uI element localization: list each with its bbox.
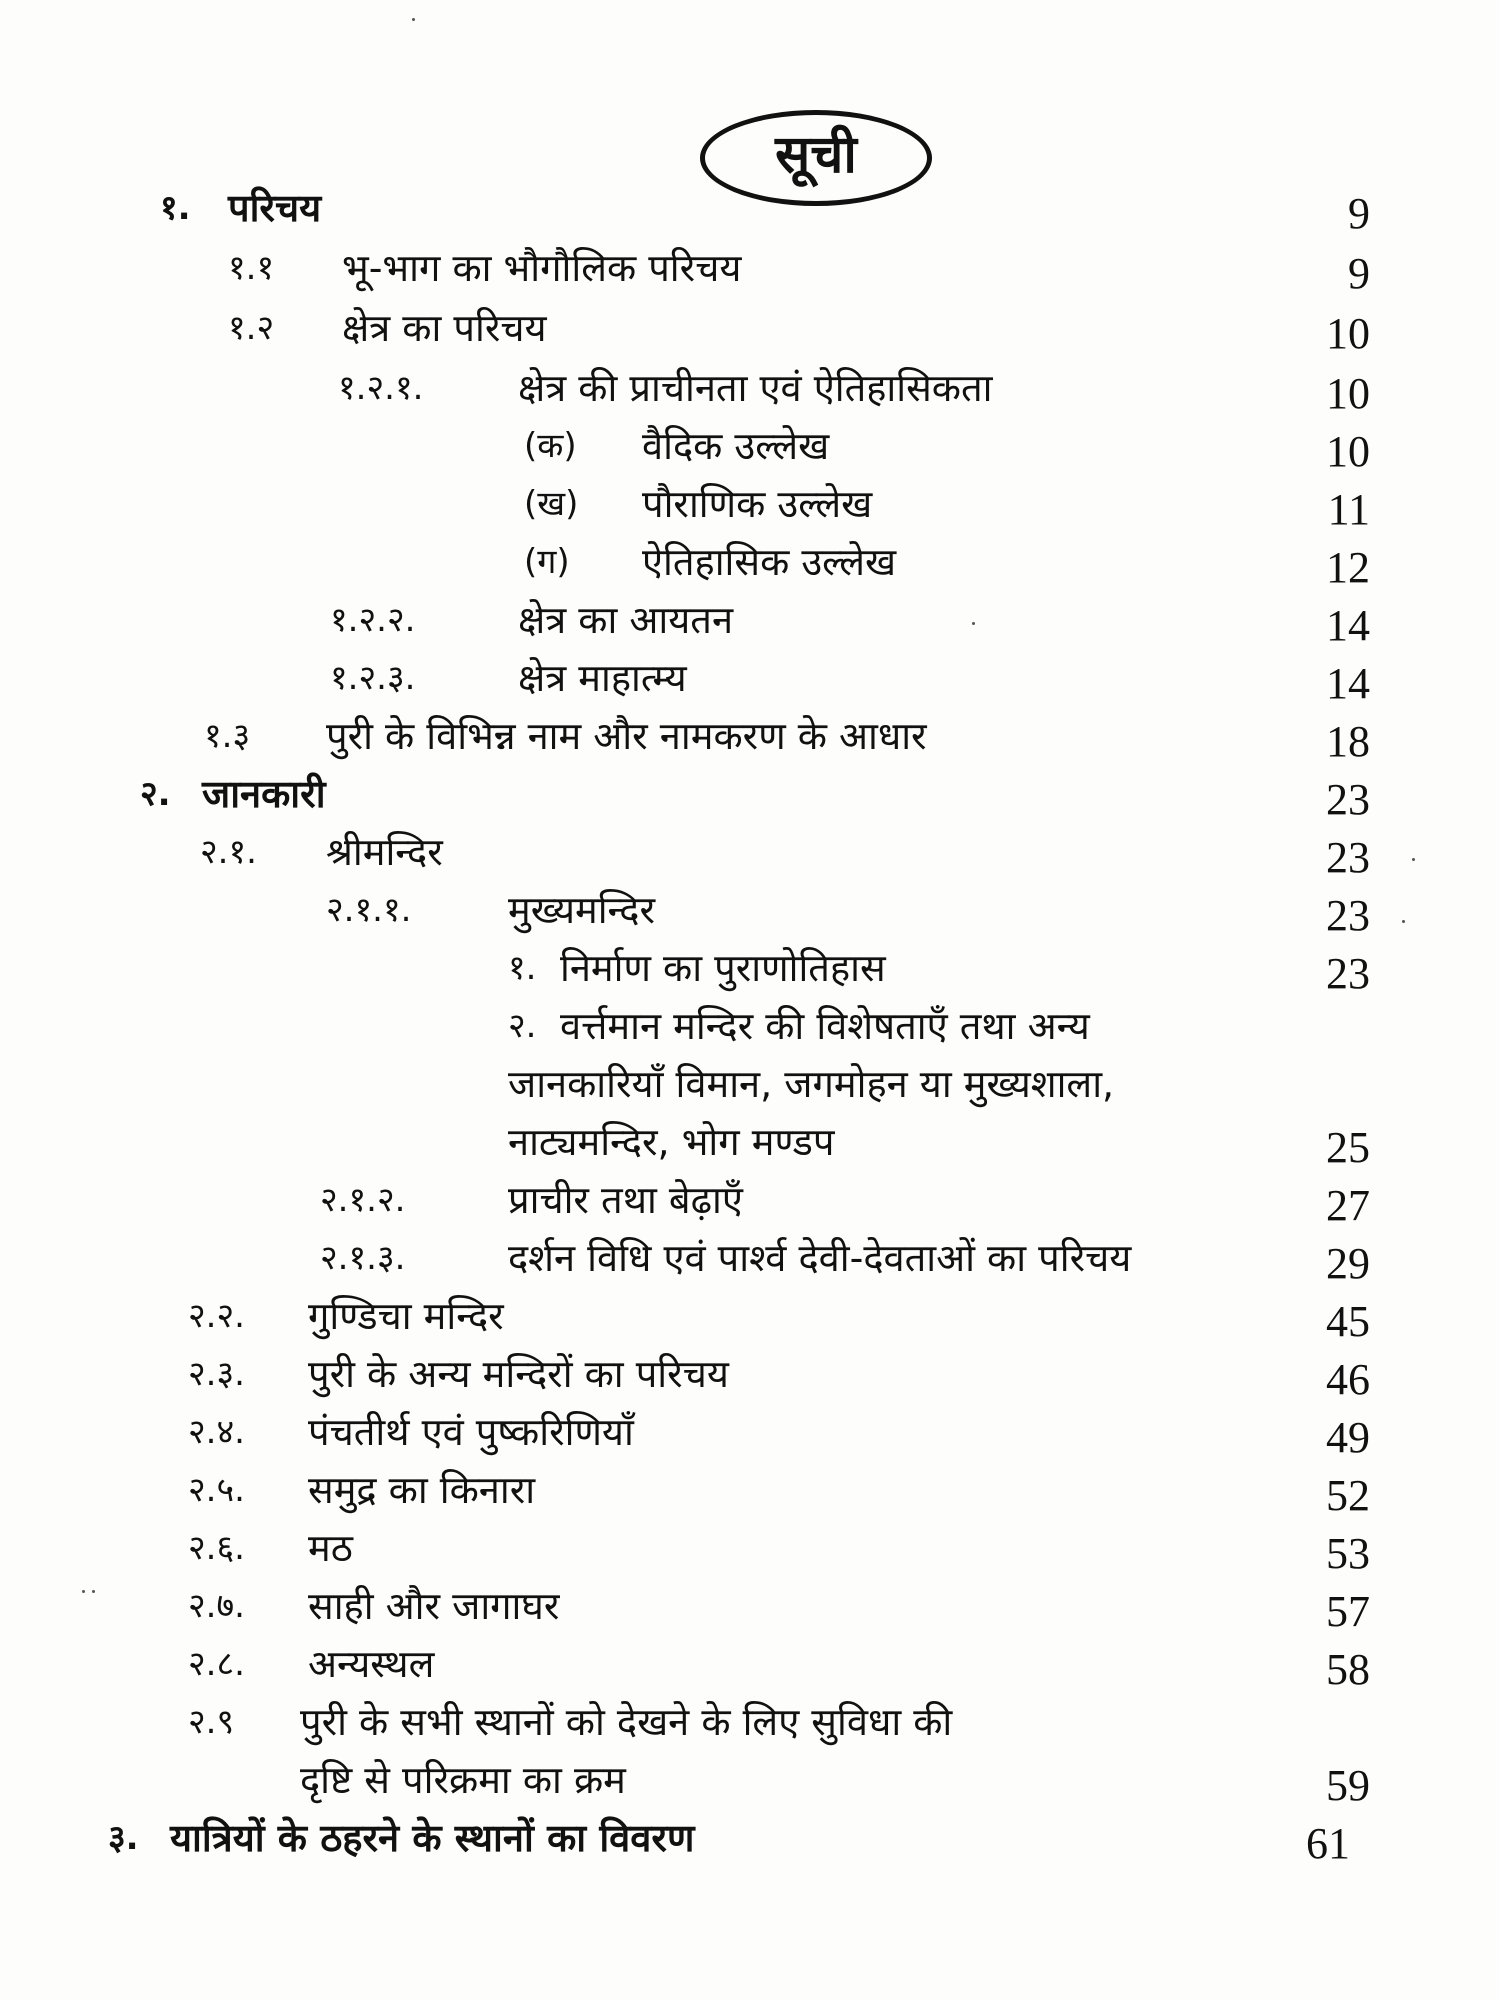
toc-entry xyxy=(0,1576,1500,1636)
entry-number: (क) xyxy=(524,426,577,466)
entry-title: मठ xyxy=(308,1526,353,1570)
entry-number: १.२.२. xyxy=(330,600,416,640)
entry-title: भू-भाग का भौगौलिक परिचय xyxy=(342,246,742,290)
entry-page: 25 xyxy=(1326,1123,1370,1172)
entry-number: १.२.३. xyxy=(330,658,416,698)
entry-page: 9 xyxy=(1348,249,1370,298)
toc-entry xyxy=(0,416,1500,476)
entry-number: १.३ xyxy=(204,716,251,756)
entry-number: १.१ xyxy=(228,248,275,288)
entry-number: २.१. xyxy=(200,832,257,872)
toc-entry xyxy=(0,358,1500,418)
entry-number: २.६. xyxy=(188,1528,245,1568)
entry-title: यात्रियों के ठहरने के स्थानों का विवरण xyxy=(170,1816,695,1860)
entry-title: श्रीमन्दिर xyxy=(326,830,443,874)
entry-page: 58 xyxy=(1326,1645,1370,1694)
entry-title: पंचतीर्थ एवं पुष्करिणियाँ xyxy=(308,1410,634,1454)
entry-number: २.४. xyxy=(188,1412,245,1452)
entry-number: २.९ xyxy=(188,1702,235,1742)
entry-title: वर्त्तमान मन्दिर की विशेषताएँ तथा अन्य xyxy=(560,1004,1090,1048)
toc-entry xyxy=(0,1808,1500,1868)
entry-number: २.३. xyxy=(188,1354,245,1394)
page-title: सूची xyxy=(775,125,857,185)
entry-page: 10 xyxy=(1326,369,1370,418)
toc-entry xyxy=(0,1170,1500,1230)
entry-number: २.१.३. xyxy=(320,1238,406,1278)
toc-entry xyxy=(0,590,1500,650)
entry-number: १.२ xyxy=(228,308,275,348)
entry-page: 23 xyxy=(1326,833,1370,882)
entry-number: २.२. xyxy=(188,1296,245,1336)
entry-number: २.५. xyxy=(188,1470,245,1510)
entry-page: 49 xyxy=(1326,1413,1370,1462)
entry-title: जानकारी xyxy=(202,772,326,816)
scan-speck xyxy=(1412,858,1415,861)
entry-number: २. xyxy=(140,774,171,814)
entry-title-continued: नाट्यमन्दिर, भोग मण्डप xyxy=(508,1120,835,1164)
entry-page: 27 xyxy=(1326,1181,1370,1230)
entry-number: (ख) xyxy=(524,484,579,524)
entry-number: २.८. xyxy=(188,1644,245,1684)
entry-title: गुण्डिचा मन्दिर xyxy=(308,1294,504,1338)
toc-entry xyxy=(0,238,1500,298)
toc-entry xyxy=(0,938,1500,998)
toc-entry-continuation xyxy=(0,1054,1500,1114)
entry-number: १. xyxy=(508,948,537,988)
entry-page: 53 xyxy=(1326,1529,1370,1578)
toc-entry xyxy=(0,1518,1500,1578)
toc-entry xyxy=(0,532,1500,592)
entry-title: समुद्र का किनारा xyxy=(308,1468,536,1512)
entry-page: 57 xyxy=(1326,1587,1370,1636)
entry-title: अन्यस्थल xyxy=(308,1642,435,1686)
entry-title: पौराणिक उल्लेख xyxy=(642,482,873,526)
entry-number: २.१.१. xyxy=(326,890,412,930)
entry-page: 14 xyxy=(1326,659,1370,708)
scan-speck xyxy=(92,1590,95,1593)
entry-title: क्षेत्र की प्राचीनता एवं ऐतिहासिकता xyxy=(518,366,993,410)
toc-entry xyxy=(0,1402,1500,1462)
toc-entry xyxy=(0,1634,1500,1694)
toc-entry xyxy=(0,880,1500,940)
entry-number: १.२.१. xyxy=(338,368,424,408)
entry-number: २.१.२. xyxy=(320,1180,406,1220)
entry-number: २.७. xyxy=(188,1586,245,1626)
toc-entry xyxy=(0,822,1500,882)
entry-title: दर्शन विधि एवं पार्श्व देवी-देवताओं का परिचय xyxy=(508,1236,1132,1280)
toc-entry xyxy=(0,1344,1500,1404)
entry-number: १. xyxy=(160,188,191,228)
toc-entry xyxy=(0,706,1500,766)
toc-entry xyxy=(0,1228,1500,1288)
toc-entry xyxy=(0,474,1500,534)
entry-page: 61 xyxy=(1306,1819,1350,1868)
entry-title: क्षेत्र माहात्म्य xyxy=(518,656,687,700)
toc-entry xyxy=(0,648,1500,708)
toc-entry xyxy=(0,996,1500,1056)
toc-entry xyxy=(0,178,1500,238)
entry-title: प्राचीर तथा बेढ़ाएँ xyxy=(508,1178,743,1222)
entry-page: 46 xyxy=(1326,1355,1370,1404)
entry-title: साही और जागाघर xyxy=(308,1584,560,1628)
entry-page: 23 xyxy=(1326,891,1370,940)
toc-entry xyxy=(0,764,1500,824)
entry-page: 18 xyxy=(1326,717,1370,766)
entry-page: 29 xyxy=(1326,1239,1370,1288)
toc-entry-continuation xyxy=(0,1750,1500,1810)
entry-title-continued: दृष्टि से परिक्रमा का क्रम xyxy=(300,1758,626,1802)
entry-page: 11 xyxy=(1327,485,1370,534)
entry-page: 52 xyxy=(1326,1471,1370,1520)
entry-page: 23 xyxy=(1326,949,1370,998)
entry-title: परिचय xyxy=(228,186,322,230)
entry-page: 9 xyxy=(1348,189,1370,238)
entry-page: 59 xyxy=(1326,1761,1370,1810)
scan-speck xyxy=(412,18,415,21)
entry-title: पुरी के सभी स्थानों को देखने के लिए सुविधा की xyxy=(300,1700,953,1744)
toc-entry xyxy=(0,1286,1500,1346)
entry-page: 10 xyxy=(1326,427,1370,476)
entry-title: क्षेत्र का आयतन xyxy=(518,598,734,642)
entry-title: वैदिक उल्लेख xyxy=(642,424,830,468)
entry-title-continued: जानकारियाँ विमान, जगमोहन या मुख्यशाला, xyxy=(508,1062,1115,1106)
entry-title: क्षेत्र का परिचय xyxy=(342,306,547,350)
entry-number: (ग) xyxy=(524,542,570,582)
scan-speck xyxy=(972,622,975,625)
toc-entry xyxy=(0,1692,1500,1752)
entry-number: २. xyxy=(508,1006,537,1046)
entry-page: 45 xyxy=(1326,1297,1370,1346)
toc-entry xyxy=(0,1460,1500,1520)
entry-page: 12 xyxy=(1326,543,1370,592)
scan-speck xyxy=(82,1590,85,1593)
entry-page: 10 xyxy=(1326,309,1370,358)
entry-title: पुरी के विभिन्न नाम और नामकरण के आधार xyxy=(326,714,927,758)
toc-entry-continuation xyxy=(0,1112,1500,1172)
scan-speck xyxy=(1402,920,1405,923)
entry-number: ३. xyxy=(108,1818,139,1858)
entry-title: निर्माण का पुराणोतिहास xyxy=(560,946,886,990)
entry-title: ऐतिहासिक उल्लेख xyxy=(642,540,897,584)
toc-entry xyxy=(0,298,1500,358)
entry-page: 23 xyxy=(1326,775,1370,824)
entry-title: पुरी के अन्य मन्दिरों का परिचय xyxy=(308,1352,729,1396)
entry-page: 14 xyxy=(1326,601,1370,650)
entry-title: मुख्यमन्दिर xyxy=(508,888,656,932)
